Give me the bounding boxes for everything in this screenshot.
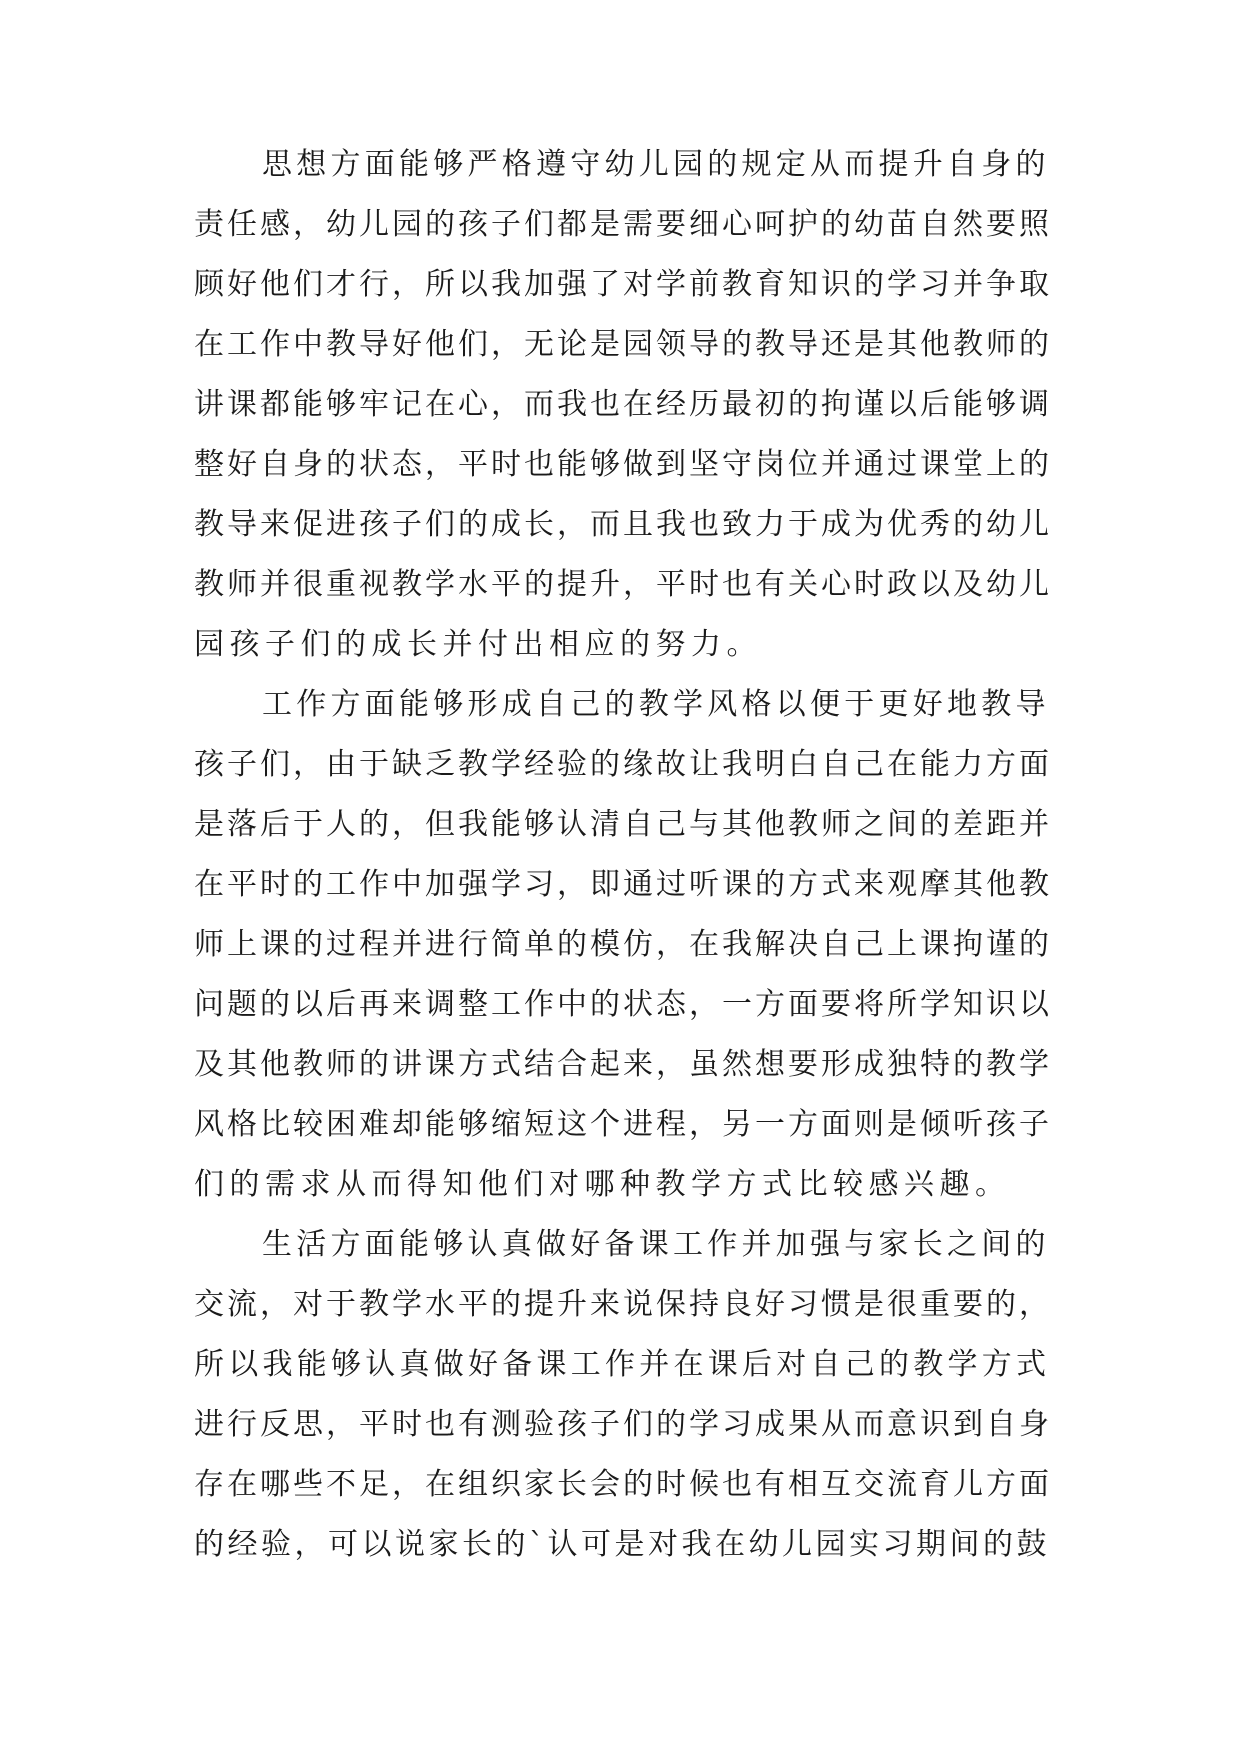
text-line: 教导来促进孩子们的成长，而且我也致力于成为优秀的幼儿	[194, 507, 1052, 542]
text-line: 们的需求从而得知他们对哪种教学方式比较感兴趣。	[194, 1167, 1011, 1202]
text-line: 在平时的工作中加强学习，即通过听课的方式来观摩其他教	[194, 867, 1052, 902]
text-line: 思想方面能够严格遵守幼儿园的规定从而提升自身的	[262, 147, 1050, 182]
text-line: 教师并很重视教学水平的提升，平时也有关心时政以及幼儿	[194, 567, 1052, 602]
paragraph-life	[194, 1215, 1054, 1575]
text-line: 交流，对于教学水平的提升来说保持良好习惯是很重要的，	[194, 1287, 1052, 1322]
text-line: 所以我能够认真做好备课工作并在课后对自己的教学方式	[194, 1347, 1051, 1382]
text-line: 是落后于人的，但我能够认清自己与其他教师之间的差距并	[194, 807, 1052, 842]
text-line: 园孩子们的成长并付出相应的努力。	[194, 627, 762, 662]
text-line: 工作方面能够形成自己的教学风格以便于更好地教导	[262, 687, 1050, 722]
text-line: 生活方面能够认真做好备课工作并加强与家长之间的	[262, 1227, 1050, 1262]
paragraph-thinking	[194, 135, 1054, 675]
text-line: 整好自身的状态，平时也能够做到坚守岗位并通过课堂上的	[194, 447, 1052, 482]
text-line: 的经验，可以说家长的`认可是对我在幼儿园实习期间的鼓	[194, 1527, 1050, 1562]
text-line: 顾好他们才行，所以我加强了对学前教育知识的学习并争取	[194, 267, 1052, 302]
text-line: 责任感，幼儿园的孩子们都是需要细心呵护的幼苗自然要照	[194, 207, 1052, 242]
text-line: 风格比较困难却能够缩短这个进程，另一方面则是倾听孩子	[194, 1107, 1052, 1142]
paragraph-work	[194, 675, 1054, 1215]
text-line: 及其他教师的讲课方式结合起来，虽然想要形成独特的教学	[194, 1047, 1052, 1082]
text-line: 问题的以后再来调整工作中的状态，一方面要将所学知识以	[194, 987, 1052, 1022]
text-line: 在工作中教导好他们，无论是园领导的教导还是其他教师的	[194, 327, 1052, 362]
text-line: 进行反思，平时也有测验孩子们的学习成果从而意识到自身	[194, 1407, 1052, 1442]
text-line: 存在哪些不足，在组织家长会的时候也有相互交流育儿方面	[194, 1467, 1052, 1502]
text-line: 讲课都能够牢记在心，而我也在经历最初的拘谨以后能够调	[194, 387, 1052, 422]
text-line: 孩子们，由于缺乏教学经验的缘故让我明白自己在能力方面	[194, 747, 1052, 782]
text-line: 师上课的过程并进行简单的模仿，在我解决自己上课拘谨的	[194, 927, 1052, 962]
